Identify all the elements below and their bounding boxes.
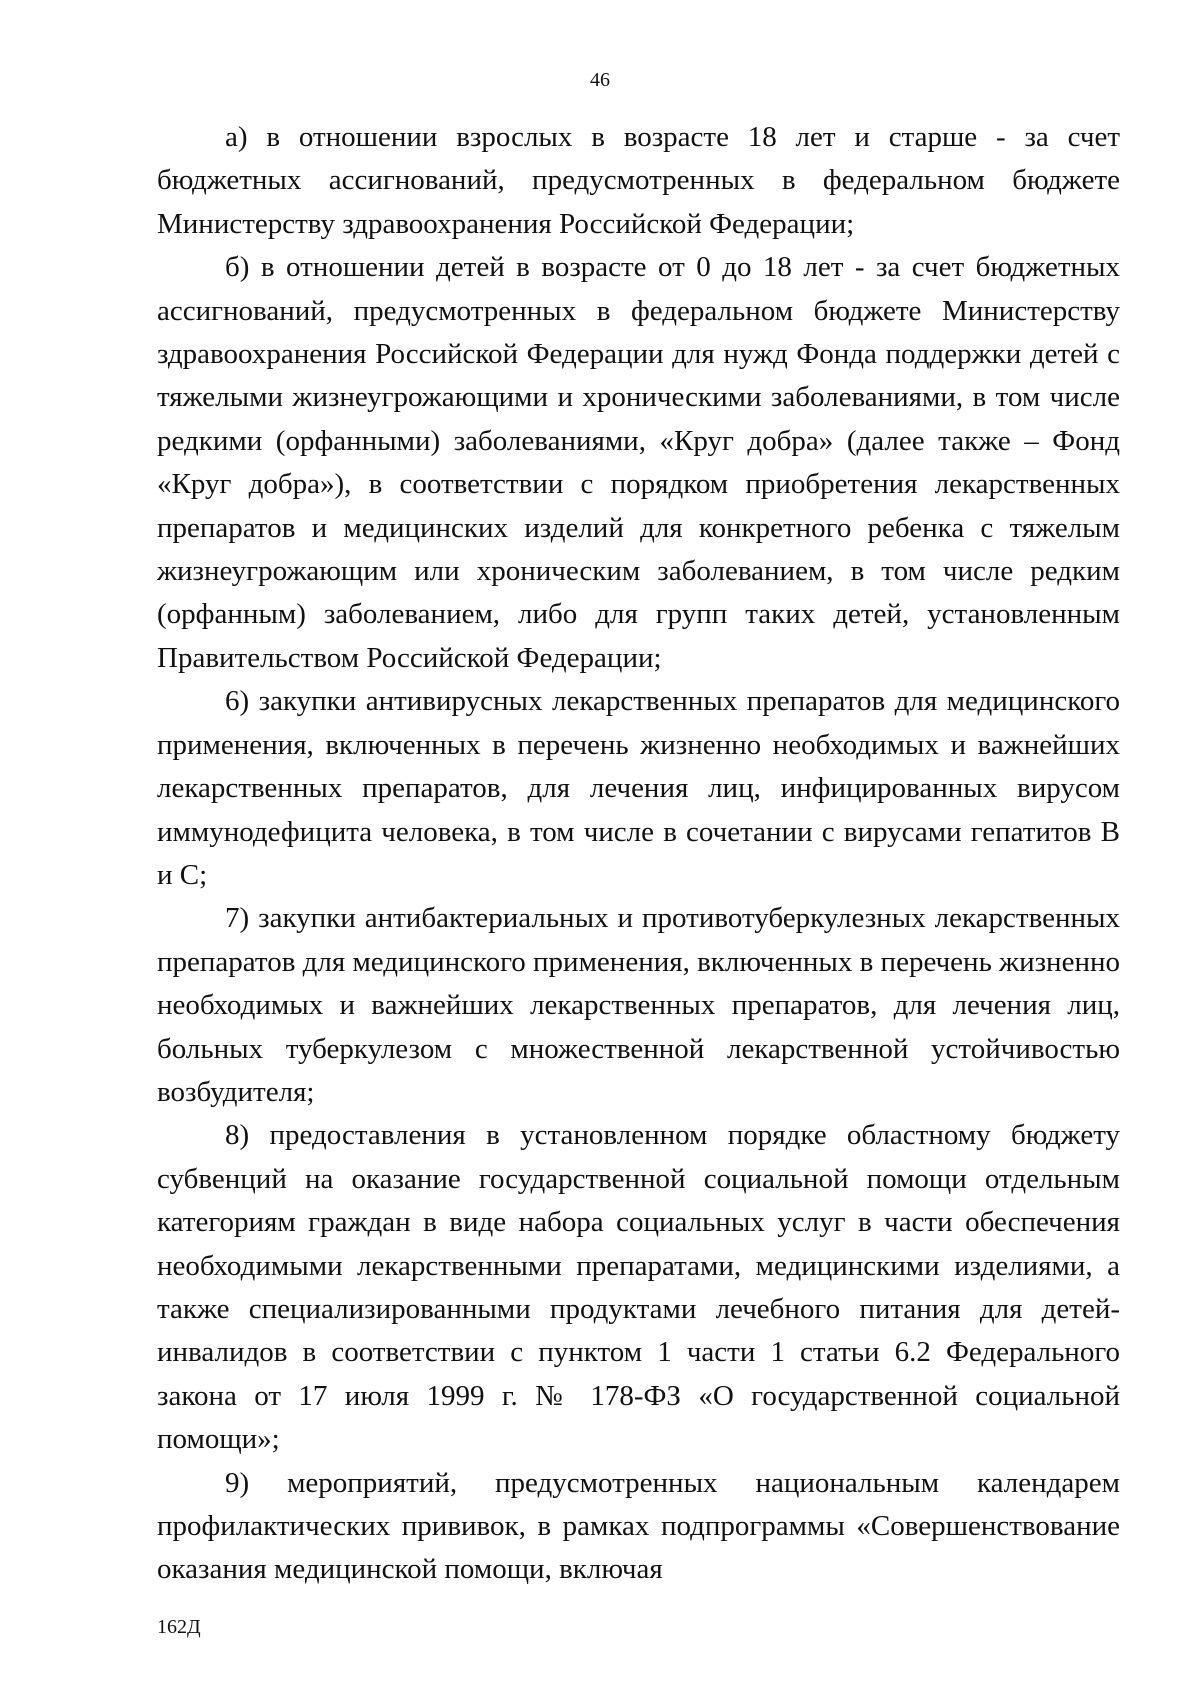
paragraph-a: а) в отношении взрослых в возрасте 18 лет и старше - за счет бюджетных ассигнований, предусмотренных в федеральном бюджете Министерству здравоохранения Российской Федерации; <box>157 121 1120 240</box>
document-code: 162Д <box>157 1616 201 1638</box>
document-body <box>157 116 1120 1592</box>
paragraph-6: 6) закупки антивирусных лекарственных препаратов для медицинского применения, включенных в перечень жизненно необходимых и важнейших лекарственных препаратов, для лечения лиц, инфицированных вирусом иммунодефицита человека, в том числе в сочетании с вирусами гепатитов B и C; <box>157 685 1120 891</box>
paragraph-8: 8) предоставления в установленном порядке областному бюджету субвенций на оказание государственной социальной помощи отдельным категориям граждан в виде набора социальных услуг в части обеспечения необходимыми лекарственными препаратами, медицинскими изделиями, а также специализированными продуктами лечебного питания для детей-инвалидов в соответствии с пунктом 1 части 1 статьи 6.2 Федерального закона от 17 июля 1999 г. № 178-ФЗ «О государственной социальной помощи»; <box>157 1119 1120 1456</box>
paragraph-7: 7) закупки антибактериальных и противотуберкулезных лекарственных препаратов для медицинского применения, включенных в перечень жизненно необходимых и важнейших лекарственных препаратов, для лечения лиц, больных туберкулезом с множественной лекарственной устойчивостью возбудителя; <box>157 902 1120 1108</box>
page-number: 46 <box>590 69 610 91</box>
paragraph-9: 9) мероприятий, предусмотренных национальным календарем профилактических прививок, в рамках подпрограммы «Совершенствование оказания медицинской помощи, включая <box>157 1466 1120 1586</box>
paragraph-b: б) в отношении детей в возрасте от 0 до 18 лет - за счет бюджетных ассигнований, предусмотренных в федеральном бюджете Министерству здравоохранения Российской Федерации для нужд Фонда поддержки детей с тяжелыми жизнеугрожающими и хроническими заболеваниями, в том числе редкими (орфанными) заболеваниями, «Круг добра» (далее также – Фонд «Круг добра»), в соответствии с порядком приобретения лекарственных препаратов и медицинских изделий для конкретного ребенка с тяжелым жизнеугрожающим или хроническим заболеванием, в том числе редким (орфанным) заболеванием, либо для групп таких детей, установленным Правительством Российской Федерации; <box>157 251 1120 674</box>
